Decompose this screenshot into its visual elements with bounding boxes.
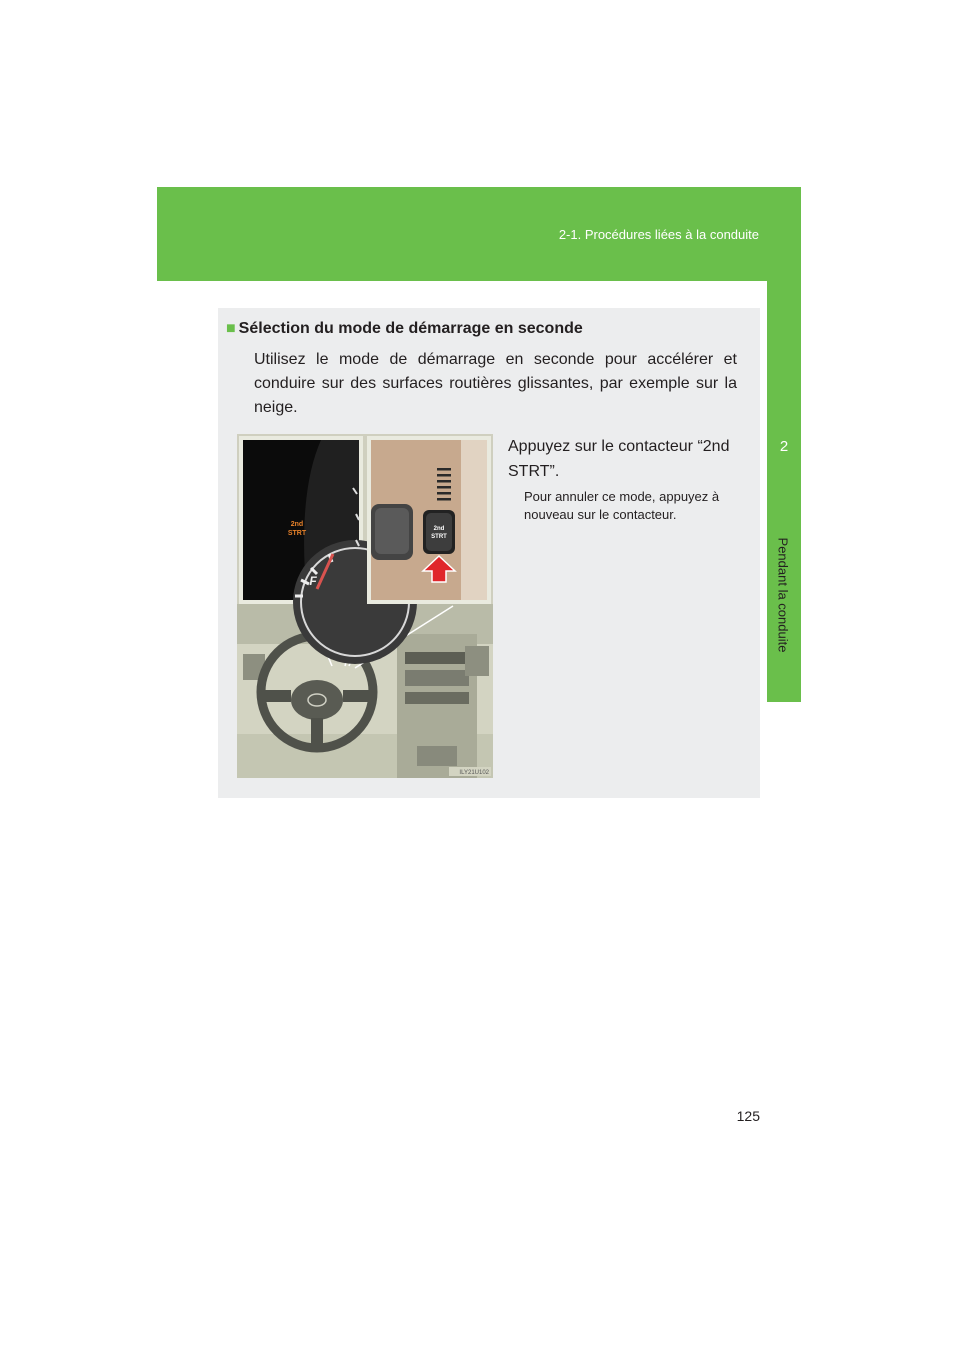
instruction-note: Pour annuler ce mode, appuyez à nouveau sur le contacteur.: [524, 489, 720, 522]
chapter-number: 2: [779, 438, 789, 455]
indicator-line1: 2nd: [290, 521, 304, 528]
chapter-header-band: [157, 187, 801, 281]
section-heading: [226, 320, 583, 338]
square-bullet-icon: ■: [226, 320, 236, 337]
page-number: 125: [736, 1108, 760, 1124]
button-line1: 2nd: [433, 526, 445, 532]
section-heading-text: Sélection du mode de démarrage en seconde: [238, 320, 583, 337]
figure-code: ILY21U102: [459, 770, 489, 776]
chapter-label: Pendant la conduite: [775, 537, 791, 653]
fuel-gauge-mark: F: [309, 574, 317, 588]
indicator-line2: STRT: [287, 530, 307, 537]
section-title-header: 2-1. Procédures liées à la conduite: [558, 227, 759, 242]
dashboard-illustration: [237, 434, 493, 778]
button-line2: STRT: [431, 534, 447, 540]
intro-paragraph: Utilisez le mode de démarrage en seconde pour accélérer et conduire sur des surfaces routières glissantes, par exemple sur la neige.: [254, 351, 737, 416]
instruction-step: Appuyez sur le contacteur “2nd STRT”.: [508, 438, 730, 480]
dashboard-illustration-svg: [237, 434, 493, 778]
